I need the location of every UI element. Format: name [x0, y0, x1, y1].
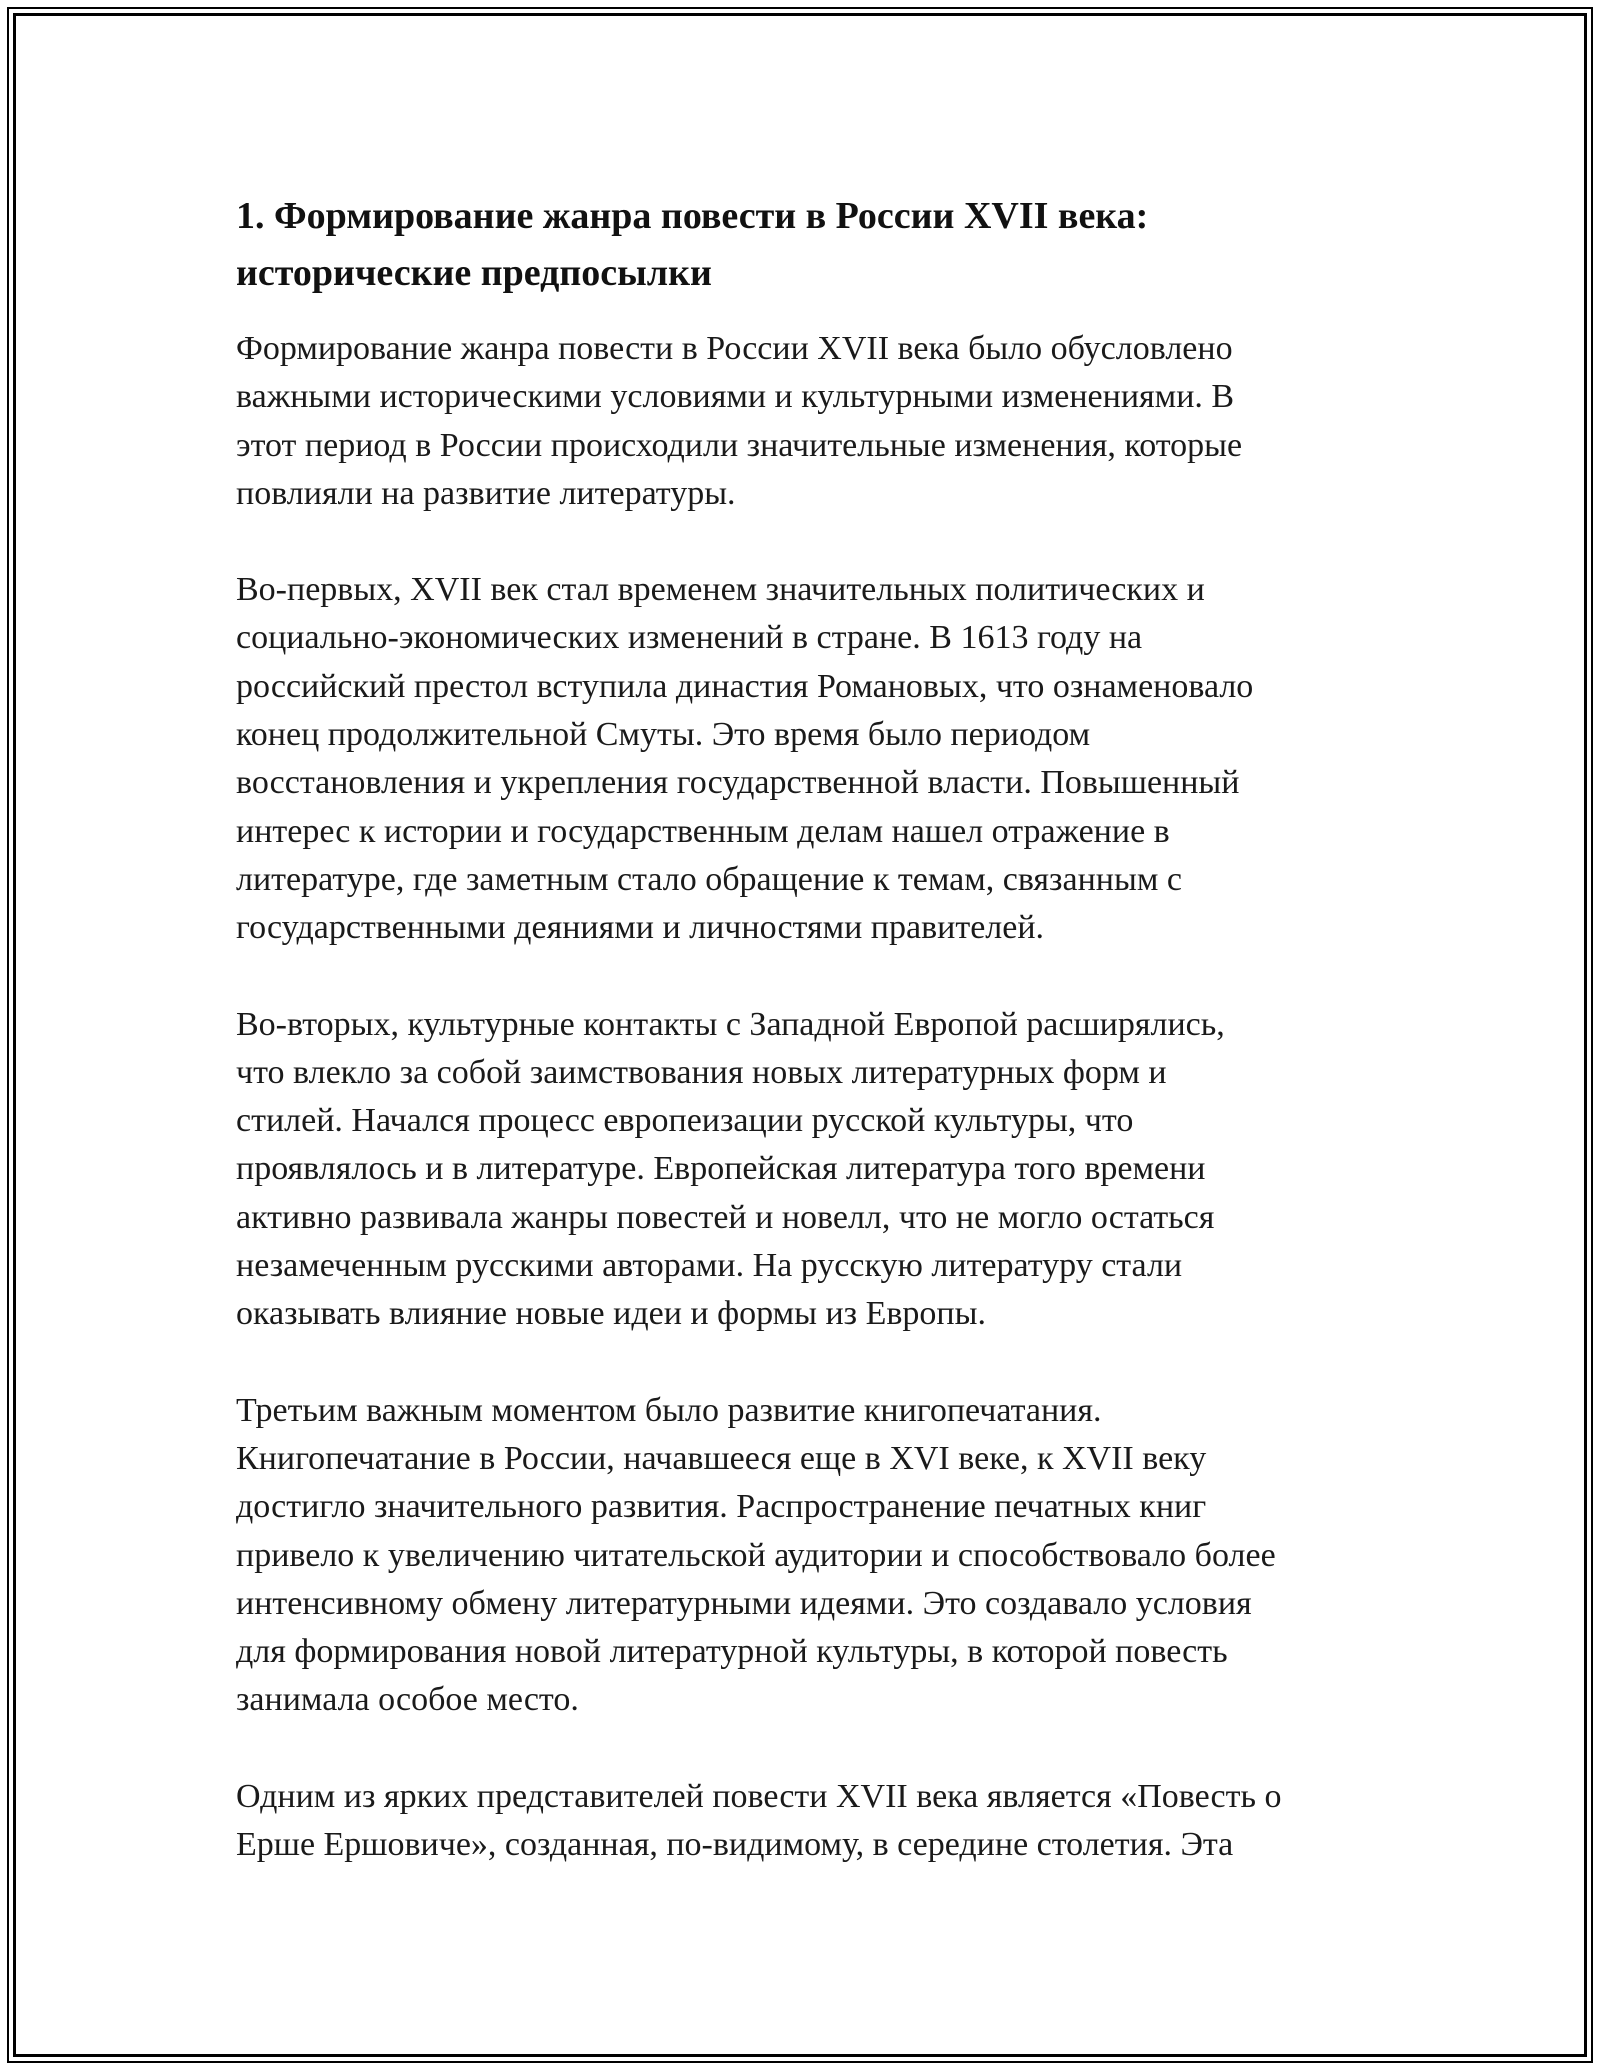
- paragraph-first-reason: Во-первых, XVII век стал временем значительных политических и социально-экономических изменений в стране. В 1613 году на российский престол вступила династия Романовых, что ознаменовало конец продолжительной Смуты. Это время было периодом восстановления и укрепления государственной власти. Повышенный интерес к истории и государственным делам нашел отражение в литературе, где заметным стало обращение к темам, связанным с государственными деяниями и личностями правителей.: [236, 571, 1254, 947]
- paragraph-third-reason: Третьим важным моментом было развитие книгопечатания. Книгопечатание в России, начавшееся еще в XVI веке, к XVII веку достигло значительного развития. Распространение печатных книг привело к увеличению читательской аудитории и способствовало более интенсивному обмену литературными идеями. Это создавало условия для формирования новой литературной культуры, в которой повесть занимала особое место.: [236, 1391, 1276, 1719]
- paragraph-example: Одним из ярких представителей повести XVII века является «Повесть о Ерше Ершовиче», созданная, по-видимому, в середине столетия. Эта: [236, 1777, 1282, 1864]
- paragraph-second-reason: Во-вторых, культурные контакты с Западной Европой расширялись, что влекло за собой заимствования новых литературных форм и стилей. Начался процесс европеизации русской культуры, что проявлялось и в литературе. Европейская литература того времени активно развивала жанры повестей и новелл, что не могло остаться незамеченным русскими авторами. На русскую литературу стали оказывать влияние новые идеи и формы из Европы.: [236, 1005, 1225, 1333]
- section-heading: 1. Формирование жанра повести в России XVII века: исторические предпосылки: [236, 195, 1149, 294]
- document-body: [236, 188, 1376, 1917]
- paragraph-intro: Формирование жанра повести в России XVII века было обусловлено важными историческими условиями и культурными изменениями. В этот период в России происходили значительные изменения, которые повлияли на развитие литературы.: [236, 330, 1243, 512]
